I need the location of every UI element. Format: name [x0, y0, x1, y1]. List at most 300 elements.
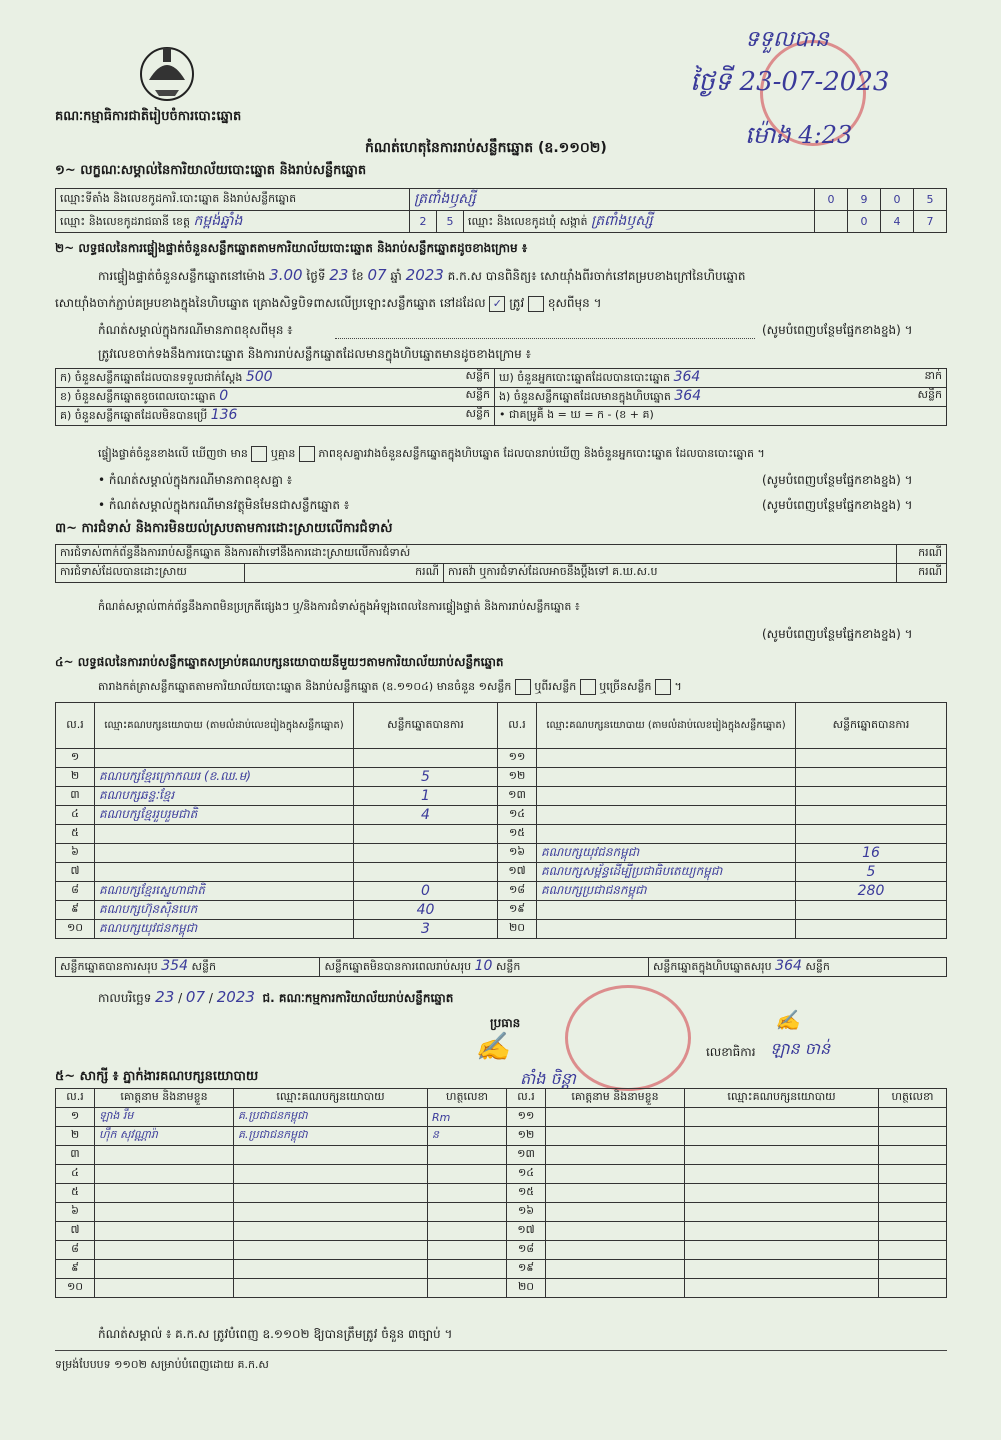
- row-no: ៣: [56, 1146, 95, 1165]
- footer-note: កំណត់សម្គាល់ ៖ គ.ក.ស ត្រូវបំពេញ ឧ.១១០២ ឱ្យបានត្រឹមត្រូវ ចំនួន ៣ច្បាប់ ។: [98, 1327, 453, 1341]
- org-name: គណៈកម្មាធិការជាតិរៀបចំការបោះឆ្នោត: [55, 109, 242, 124]
- commune-code: 7: [914, 211, 947, 233]
- witness-name: [546, 1241, 685, 1260]
- witness-party: [234, 1146, 428, 1165]
- witness-signature: [428, 1260, 507, 1279]
- witness-signature: [428, 1184, 507, 1203]
- verification-line-2: សោយ៉ាំងចាក់ភ្ជាប់គម្របខាងក្នុងនៃហិបឆ្នោត គ្រោងសិទ្ធបិទពាសលើប្រឡោះសន្លឹកឆ្នោត នៅដដែល ✓ ត្រូវ ខុសពីមុន ។: [55, 296, 602, 310]
- party-name: [537, 901, 796, 920]
- row-no: ១០: [56, 920, 95, 939]
- row-no: ២: [56, 1127, 95, 1146]
- table-row: [56, 768, 947, 787]
- emblem-icon: [135, 40, 199, 104]
- count-value: 0: [219, 388, 229, 404]
- party-votes: [354, 844, 498, 863]
- party-name: [95, 844, 354, 863]
- month-value: 07: [367, 266, 387, 284]
- witness-name: [546, 1165, 685, 1184]
- time-value: 3.00: [269, 266, 303, 284]
- row-no: ៣: [56, 787, 95, 806]
- objection-table: [55, 544, 947, 583]
- table-row: [56, 1146, 947, 1165]
- witness-signature: [428, 1146, 507, 1165]
- count-label: ង) ចំនួនសន្លឹកឆ្នោតដែលមានក្នុងហិបឆ្នោត: [499, 390, 671, 403]
- count-unit: សន្លឹក: [465, 407, 490, 420]
- party-name: គណបក្សហ៊ុនស៊ិនបេក: [95, 901, 354, 920]
- ballot-box-intro: ត្រូវលេខចាក់ទងនឹងការបោះឆ្នោត និងការរាប់សន្លឹកឆ្នោតដែលមានក្នុងហិបឆ្នោតមានដូចខាងក្រោម ៖: [98, 347, 531, 361]
- party-name: [537, 787, 796, 806]
- row-no: ១១: [507, 1108, 546, 1127]
- total-invalid-label: សន្លឹកឆ្នោតមិនបានការពេលរាប់សរុប: [324, 960, 472, 973]
- case-count: ករណី: [245, 564, 444, 583]
- witness-party: [685, 1222, 879, 1241]
- witness-signature: [428, 1203, 507, 1222]
- province-label: [56, 211, 410, 233]
- case-count: ករណី: [897, 564, 947, 583]
- party-votes: 280: [796, 882, 947, 901]
- witness-name: [95, 1260, 234, 1279]
- tally-intro: តារាងកត់ត្រាសន្លឹកឆ្នោតតាមការិយាល័យបោះឆ្នោត និងរាប់សន្លឹកឆ្នោត (ឧ.១១០៤) មានចំនួន ១សន្លឹក: [98, 680, 512, 693]
- col-party: ឈ្មោះគណបក្សនយោបាយ (តាមលំដាប់លេខរៀងក្នុងសន្លឹកឆ្នោត): [537, 703, 796, 749]
- table-row: [56, 787, 947, 806]
- row-no: ១៨: [498, 882, 537, 901]
- witness-signature: [428, 1241, 507, 1260]
- fill-back-note: (សូមបំពេញបន្ថែមផ្នែកខាងខ្នង) ។: [762, 473, 913, 487]
- witness-party: [685, 1241, 879, 1260]
- witness-signature: [879, 1108, 947, 1127]
- fill-back-note: (សូមបំពេញបន្ថែមផ្នែកខាងខ្នង) ។: [762, 323, 913, 337]
- province-code: 2: [410, 211, 437, 233]
- witness-name: [95, 1203, 234, 1222]
- intro-year-label: ឆ្នាំ: [390, 269, 402, 283]
- witness-name: [546, 1127, 685, 1146]
- col-votes: សន្លឹកឆ្នោតបានការ: [354, 703, 498, 749]
- no-difference-checkbox[interactable]: [299, 446, 315, 462]
- table-row: [56, 1241, 947, 1260]
- witness-signature: [879, 1203, 947, 1222]
- row-no: ៧: [56, 1222, 95, 1241]
- count-unit: នាក់: [924, 369, 942, 382]
- witness-name: [546, 1222, 685, 1241]
- col-votes: សន្លឹកឆ្នោតបានការ: [796, 703, 947, 749]
- table-row: [56, 1203, 947, 1222]
- received-note-1: ទទួលបាន: [745, 27, 829, 52]
- count-label: គ) ចំនួនសន្លឹកឆ្នោតដែលមិនបានប្រើ: [60, 409, 208, 422]
- received-note-2: ថ្ងៃទី 23-07-2023: [690, 67, 890, 97]
- tally-many: ឬច្រើនសន្លឹក: [599, 680, 652, 693]
- party-name: [537, 825, 796, 844]
- row-no: ៥: [56, 825, 95, 844]
- correct-checkbox[interactable]: ✓: [489, 296, 505, 312]
- party-name: [95, 863, 354, 882]
- witness-party: [234, 1203, 428, 1222]
- witness-party: [234, 1279, 428, 1298]
- row-no: ១៤: [507, 1165, 546, 1184]
- count-unit: សន្លឹក: [465, 369, 490, 382]
- table-row: [56, 1222, 947, 1241]
- date-year: 2023: [216, 988, 255, 1006]
- witness-signature: Rm: [428, 1108, 507, 1127]
- witness-signature: [879, 1279, 947, 1298]
- party-name: [95, 749, 354, 768]
- party-name: [95, 825, 354, 844]
- secretary-name: ឡាន ចាន់: [770, 1039, 831, 1058]
- party-name: គណបក្សយុវជនកម្ពុជា: [537, 844, 796, 863]
- form-title: កំណត់ហេតុនៃការរាប់សន្លឹកឆ្នោត (ឧ.១១០២): [365, 140, 607, 156]
- day-value: 23: [329, 266, 349, 284]
- compare-rest: ភាពខុសគ្នារវាងចំនួនសន្លឹកឆ្នោតក្នុងហិបឆ្នោត ដែលបានរាប់ឃើញ និងចំនួនអ្នកបោះឆ្នោត ដែលបានបោះឆ្នោត ។: [318, 447, 765, 460]
- footer-form-note: ទម្រង់បែបបទ ១១០២ សម្រាប់បំពេញដោយ គ.ក.ស: [55, 1358, 269, 1371]
- party-votes: [354, 825, 498, 844]
- total-box-value: 364: [775, 958, 802, 974]
- irregularity-note: កំណត់សម្គាល់ពាក់ព័ន្ធនឹងភាពមិនប្រក្រតីផ្សេងៗ ឬ/និងការជំទាស់ក្នុងអំឡុងពេលនៃការផ្ទៀងផ្ទាត់ និងការរាប់សន្លឹកឆ្នោត ៖: [98, 600, 580, 613]
- col-no: ល.រ: [507, 1089, 546, 1108]
- section3-heading: ៣~ ការជំទាស់ និងការមិនយល់ស្របតាមការដោះស្រាយលើការជំទាស់: [55, 521, 393, 536]
- row-no: ១២: [498, 768, 537, 787]
- party-name: [537, 768, 796, 787]
- col-sig: ហត្ថលេខា: [428, 1089, 507, 1108]
- col-no: ល.រ: [498, 703, 537, 749]
- case-count: ករណី: [897, 545, 947, 564]
- witness-party: [234, 1260, 428, 1279]
- row-no: ២: [56, 768, 95, 787]
- witness-party: [685, 1184, 879, 1203]
- party-votes: [796, 787, 947, 806]
- committee-label: ជ. គណៈកម្មការការិយាល័យរាប់សន្លឹកឆ្នោត: [262, 991, 454, 1005]
- witness-party: [234, 1165, 428, 1184]
- row-no: ៤: [56, 1165, 95, 1184]
- witness-name: [546, 1146, 685, 1165]
- row-no: ១៤: [498, 806, 537, 825]
- party-votes: [796, 901, 947, 920]
- col-no: ល.រ: [56, 1089, 95, 1108]
- row-no: ១៣: [498, 787, 537, 806]
- count-label: ឃ) ចំនួនអ្នកបោះឆ្នោតដែលបានបោះឆ្នោត: [499, 371, 671, 384]
- dotted-line: [335, 338, 755, 339]
- count-row-c: [56, 407, 495, 426]
- table-row: [56, 1165, 947, 1184]
- count-row-e: [495, 388, 947, 407]
- count-value: 500: [245, 369, 273, 385]
- witness-signature: [879, 1146, 947, 1165]
- chair-signature: ✍: [475, 1030, 510, 1063]
- party-votes: [354, 863, 498, 882]
- count-label: ខ) ចំនួនសន្លឹកឆ្នោតខូចពេលបោះឆ្នោត: [60, 390, 216, 403]
- party-votes: 16: [796, 844, 947, 863]
- witness-signature: [879, 1165, 947, 1184]
- row-no: ១៩: [507, 1260, 546, 1279]
- count-label: ក) ចំនួនសន្លឹកឆ្នោតដែលបានទទួលជាក់ស្តែង: [60, 371, 243, 384]
- unit: សន្លឹក: [805, 960, 830, 973]
- witness-party: [685, 1279, 879, 1298]
- witness-party: [685, 1203, 879, 1222]
- total-valid-label: សន្លឹកឆ្នោតបានការសរុប: [60, 960, 158, 973]
- witness-name: [546, 1279, 685, 1298]
- party-name: គណបក្សខ្មែររួបរួមជាតិ: [95, 806, 354, 825]
- table-row: [56, 844, 947, 863]
- compare-line: [98, 446, 765, 463]
- row-no: ១៦: [498, 844, 537, 863]
- party-votes: 5: [354, 768, 498, 787]
- col-party: ឈ្មោះគណបក្សនយោបាយ: [685, 1089, 879, 1108]
- witness-party: គ.ប្រជាជនកម្ពុជា: [234, 1108, 428, 1127]
- count-unit: សន្លឹក: [465, 388, 490, 401]
- row-no: ៩: [56, 1260, 95, 1279]
- chair-name: តាំង ចិន្តា: [520, 1069, 576, 1088]
- location-code: 9: [848, 189, 881, 211]
- section1-table: [55, 188, 947, 233]
- party-votes: 3: [354, 920, 498, 939]
- tally-sheet-line: តារាងកត់ត្រាសន្លឹកឆ្នោតតាមការិយាល័យបោះឆ្នោត និងរាប់សន្លឹកឆ្នោត (ឧ.១១០៤) មានចំនួន ១សន្លឹក ឬពីរសន្លឹក ឬច្រើនសន្លឹក ។: [98, 680, 682, 693]
- row-no: ១៥: [498, 825, 537, 844]
- table-row: [56, 825, 947, 844]
- count-value: 136: [210, 407, 238, 423]
- party-name: [537, 749, 796, 768]
- party-name: គណបក្សប្រជាជនកម្ពុជា: [537, 882, 796, 901]
- one-sheet-checkbox[interactable]: [515, 679, 531, 695]
- intro-text-2: គ.ក.ស បានពិនិត្យ៖ សោយ៉ាំងពីរចាក់នៅគម្របខាងក្រៅនៃហិបឆ្នោត: [447, 269, 746, 283]
- witness-party: [685, 1260, 879, 1279]
- objection-resolved: ការជំទាស់ដែលបានដោះស្រាយ: [56, 564, 245, 583]
- commune-code: 4: [881, 211, 914, 233]
- table-row: [56, 1108, 947, 1127]
- counts-table: [55, 368, 947, 426]
- witness-table: [55, 1088, 947, 1298]
- witness-name: [546, 1108, 685, 1127]
- table-row: [56, 1127, 947, 1146]
- table-row: [56, 749, 947, 768]
- total-box: [648, 958, 946, 977]
- intro-time-label: ការផ្ទៀងផ្ទាត់ចំនួនសន្លឹកឆ្នោតនៅម៉ោង: [98, 269, 266, 283]
- witness-name: [95, 1222, 234, 1241]
- compare-text: ផ្ទៀងផ្ទាត់ចំនួនខាងលើ ឃើញថា មាន: [98, 447, 248, 460]
- commune-label-text: ឈ្មោះ និងលេខកូដឃុំ សង្កាត់: [468, 215, 588, 228]
- row-no: ១: [56, 1108, 95, 1127]
- row-no: ៦: [56, 844, 95, 863]
- year-value: 2023: [405, 266, 444, 284]
- witness-party: [685, 1108, 879, 1127]
- party-votes: 4: [354, 806, 498, 825]
- location-code: 5: [914, 189, 947, 211]
- intro-text-3: សោយ៉ាំងចាក់ភ្ជាប់គម្របខាងក្នុងនៃហិបឆ្នោត គ្រោងសិទ្ធបិទពាសលើប្រឡោះសន្លឹកឆ្នោត នៅដដែល: [55, 296, 486, 310]
- count-value: 364: [674, 388, 702, 404]
- row-no: ១: [56, 749, 95, 768]
- table-row: [56, 1260, 947, 1279]
- unit: សន្លឹក: [495, 960, 521, 973]
- row-no: ១៧: [507, 1222, 546, 1241]
- witness-name: [95, 1184, 234, 1203]
- party-votes: [796, 768, 947, 787]
- col-name: គោត្តនាម និងនាមខ្លួន: [95, 1089, 234, 1108]
- row-no: ១២: [507, 1127, 546, 1146]
- count-row-b: [56, 388, 495, 407]
- date-day: 23: [155, 988, 175, 1006]
- total-valid: [56, 958, 320, 977]
- witness-party: [685, 1127, 879, 1146]
- received-note-3: ម៉ោង 4:23: [745, 121, 853, 149]
- party-votes: 0: [354, 882, 498, 901]
- col-no: ល.រ: [56, 703, 95, 749]
- party-name: គណបក្សខ្មែរក្រោកឈរ (ខ.ឈ.ម): [95, 768, 354, 787]
- secretary-signature: ✍: [775, 1008, 800, 1032]
- location-code: 0: [815, 189, 848, 211]
- secretary-label: លេខាធិការ: [706, 1045, 756, 1059]
- witness-name: ហ៊ឹក សុវណ្ណារ៉ា: [95, 1127, 234, 1146]
- witness-signature: ន: [428, 1127, 507, 1146]
- witness-party: [685, 1146, 879, 1165]
- party-name: គណបក្សសម្ព័ន្ធដើម្បីប្រជាធិបតេយ្យកម្ពុជា: [537, 863, 796, 882]
- totals-table: [55, 957, 947, 977]
- section1-heading: ១~ លក្ខណៈសម្គាល់នៃការិយាល័យបោះឆ្នោត និងរាប់សន្លឹកឆ្នោត: [55, 163, 367, 178]
- intro-month-label: ខែ: [352, 269, 364, 283]
- chair-label: ប្រធាន: [490, 1016, 521, 1030]
- section2-heading: ២~ លទ្ធផលនៃការផ្ទៀងផ្ទាត់ចំនួនសន្លឹកឆ្នោតតាមការិយាល័យបោះឆ្នោត និងរាប់សន្លឹកឆ្នោតដូចខាងក្រោម ៖: [55, 241, 528, 255]
- witness-signature: [428, 1165, 507, 1184]
- table-row: [56, 901, 947, 920]
- commune-value: ត្រពាំងឫស្សី: [591, 213, 653, 229]
- row-no: ៥: [56, 1184, 95, 1203]
- commune-label: [464, 211, 815, 233]
- has-difference-checkbox[interactable]: [251, 446, 267, 462]
- party-votes: [796, 749, 947, 768]
- witness-name: [546, 1203, 685, 1222]
- row-no: ១៩: [498, 901, 537, 920]
- commune-code: [815, 211, 848, 233]
- witness-party: [234, 1222, 428, 1241]
- table-row: [56, 920, 947, 939]
- party-name: [537, 920, 796, 939]
- note-difference-label: កំណត់សម្គាល់ក្នុងករណីមានភាពខុសពីមុន ៖: [98, 323, 293, 337]
- province-value: កម្ពង់ឆ្នាំង: [193, 213, 243, 229]
- commune-code: 0: [848, 211, 881, 233]
- party-votes: 1: [354, 787, 498, 806]
- row-no: ៨: [56, 1241, 95, 1260]
- table-row: [56, 1279, 947, 1298]
- province-code: 5: [437, 211, 464, 233]
- wrong-checkbox[interactable]: [528, 296, 544, 312]
- objection-row-1: ការជំទាស់ពាក់ព័ន្ធនឹងការរាប់សន្លឹកឆ្នោត និងការតវ៉ាទៅនឹងការដោះស្រាយលើការជំទាស់: [56, 545, 897, 564]
- row-no: ១៧: [498, 863, 537, 882]
- row-no: ២០: [507, 1279, 546, 1298]
- witness-signature: [428, 1222, 507, 1241]
- witness-signature: [879, 1127, 947, 1146]
- table-row: [56, 1184, 947, 1203]
- count-row-a: [56, 369, 495, 388]
- location-code: 0: [881, 189, 914, 211]
- count-value: 364: [673, 369, 701, 385]
- total-box-label: សន្លឹកឆ្នោតក្នុងហិបឆ្នោតសរុប: [652, 960, 772, 973]
- row-no: ១៨: [507, 1241, 546, 1260]
- witness-signature: [879, 1241, 947, 1260]
- col-party: ឈ្មោះគណបក្សនយោបាយ (តាមលំដាប់លេខរៀងក្នុងសន្លឹកឆ្នោត): [95, 703, 354, 749]
- witness-name: [95, 1279, 234, 1298]
- col-sig: ហត្ថលេខា: [879, 1089, 947, 1108]
- party-votes: [796, 920, 947, 939]
- many-sheet-checkbox[interactable]: [655, 679, 671, 695]
- witness-name: [95, 1146, 234, 1165]
- witness-party: [234, 1184, 428, 1203]
- party-votes: [354, 749, 498, 768]
- footer-divider: [55, 1350, 947, 1351]
- row-no: ៤: [56, 806, 95, 825]
- table-row: [56, 863, 947, 882]
- witness-signature: [879, 1260, 947, 1279]
- row-no: ៩: [56, 901, 95, 920]
- location-label: ឈ្មោះទីតាំង និងលេខកូដការិ.បោះឆ្នោត និងរាប់សន្លឹកឆ្នោត: [56, 189, 410, 211]
- correct-label: ត្រូវ: [509, 296, 525, 310]
- row-no: ១៥: [507, 1184, 546, 1203]
- party-results-table: [55, 702, 947, 939]
- date-line: កាលបរិច្ឆេទ 23 / 07 / 2023 ជ. គណៈកម្មការការិយាល័យរាប់សន្លឹកឆ្នោត: [98, 988, 454, 1006]
- witness-party: [685, 1165, 879, 1184]
- witness-signature: [879, 1222, 947, 1241]
- fill-back-note: (សូមបំពេញបន្ថែមផ្នែកខាងខ្នង) ។: [762, 627, 913, 641]
- location-value: ត្រពាំងឫស្សី: [410, 189, 815, 211]
- official-stamp: [565, 985, 691, 1091]
- party-name: [537, 806, 796, 825]
- count-row-d: [495, 369, 947, 388]
- witness-signature: [879, 1184, 947, 1203]
- party-name: គណបក្សយុវជនកម្ពុជា: [95, 920, 354, 939]
- witness-name: ឡាង រឹម: [95, 1108, 234, 1127]
- two-sheet-checkbox[interactable]: [580, 679, 596, 695]
- section5-heading: ៥~ សាក្សី ៖ ភ្នាក់ងារគណបក្សនយោបាយ: [55, 1069, 259, 1084]
- witness-name: [546, 1260, 685, 1279]
- party-name: គណបក្សឆន្ទៈខ្មែរ: [95, 787, 354, 806]
- province-label-text: ឈ្មោះ និងលេខកូដរាជធានី ខេត្ត: [60, 215, 190, 228]
- witness-party: [234, 1241, 428, 1260]
- row-no: ៨: [56, 882, 95, 901]
- witness-signature: [428, 1279, 507, 1298]
- verification-line-1: [98, 266, 746, 286]
- unit: សន្លឹក: [191, 960, 216, 973]
- party-votes: [796, 806, 947, 825]
- date-month: 07: [185, 988, 206, 1006]
- witness-party: គ.ប្រជាជនកម្ពុជា: [234, 1127, 428, 1146]
- total-invalid-value: 10: [474, 958, 493, 974]
- wrong-label: ខុសពីមុន: [547, 296, 590, 310]
- row-no: ២០: [498, 920, 537, 939]
- table-row: [56, 882, 947, 901]
- date-label: កាលបរិច្ឆេទ: [98, 991, 152, 1005]
- row-no: ១០: [56, 1279, 95, 1298]
- witness-name: [95, 1241, 234, 1260]
- compare-or: ឬគ្មាន: [270, 447, 296, 460]
- party-votes: 40: [354, 901, 498, 920]
- total-valid-value: 354: [161, 958, 188, 974]
- count-formula: • ជាគម្រូគឺ ង = ឃ = ក - (ខ + គ): [495, 407, 947, 426]
- witness-name: [546, 1184, 685, 1203]
- witness-name: [95, 1165, 234, 1184]
- total-invalid: [320, 958, 649, 977]
- count-unit: សន្លឹក: [917, 388, 942, 401]
- row-no: ១១: [498, 749, 537, 768]
- party-votes: [796, 825, 947, 844]
- bullet-foreign-object: • កំណត់សម្គាល់ក្នុងករណីមានវត្ថុមិនមែនជាសន្លឹកឆ្នោត ៖: [98, 498, 350, 512]
- row-no: ៦: [56, 1203, 95, 1222]
- col-name: គោត្តនាម និងនាមខ្លួន: [546, 1089, 685, 1108]
- row-no: ៧: [56, 863, 95, 882]
- tally-two: ឬពីរសន្លឹក: [534, 680, 577, 693]
- objection-appeal: ការតវ៉ា ឬការជំទាស់ដែលអាចនឹងប្តឹងទៅ គ.ឃ.ស.ប: [444, 564, 897, 583]
- row-no: ១៣: [507, 1146, 546, 1165]
- row-no: ១៦: [507, 1203, 546, 1222]
- party-votes: 5: [796, 863, 947, 882]
- section4-heading: ៤~ លទ្ធផលនៃការរាប់សន្លឹកឆ្នោតសម្រាប់គណបក្សនយោបាយនីមួយៗតាមការិយាល័យរាប់សន្លឹកឆ្នោត: [55, 655, 504, 669]
- party-name: គណបក្សខ្មែរស្នេហាជាតិ: [95, 882, 354, 901]
- bullet-difference: • កំណត់សម្គាល់ក្នុងករណីមានភាពខុសគ្នា ៖: [98, 473, 293, 487]
- col-party: ឈ្មោះគណបក្សនយោបាយ: [234, 1089, 428, 1108]
